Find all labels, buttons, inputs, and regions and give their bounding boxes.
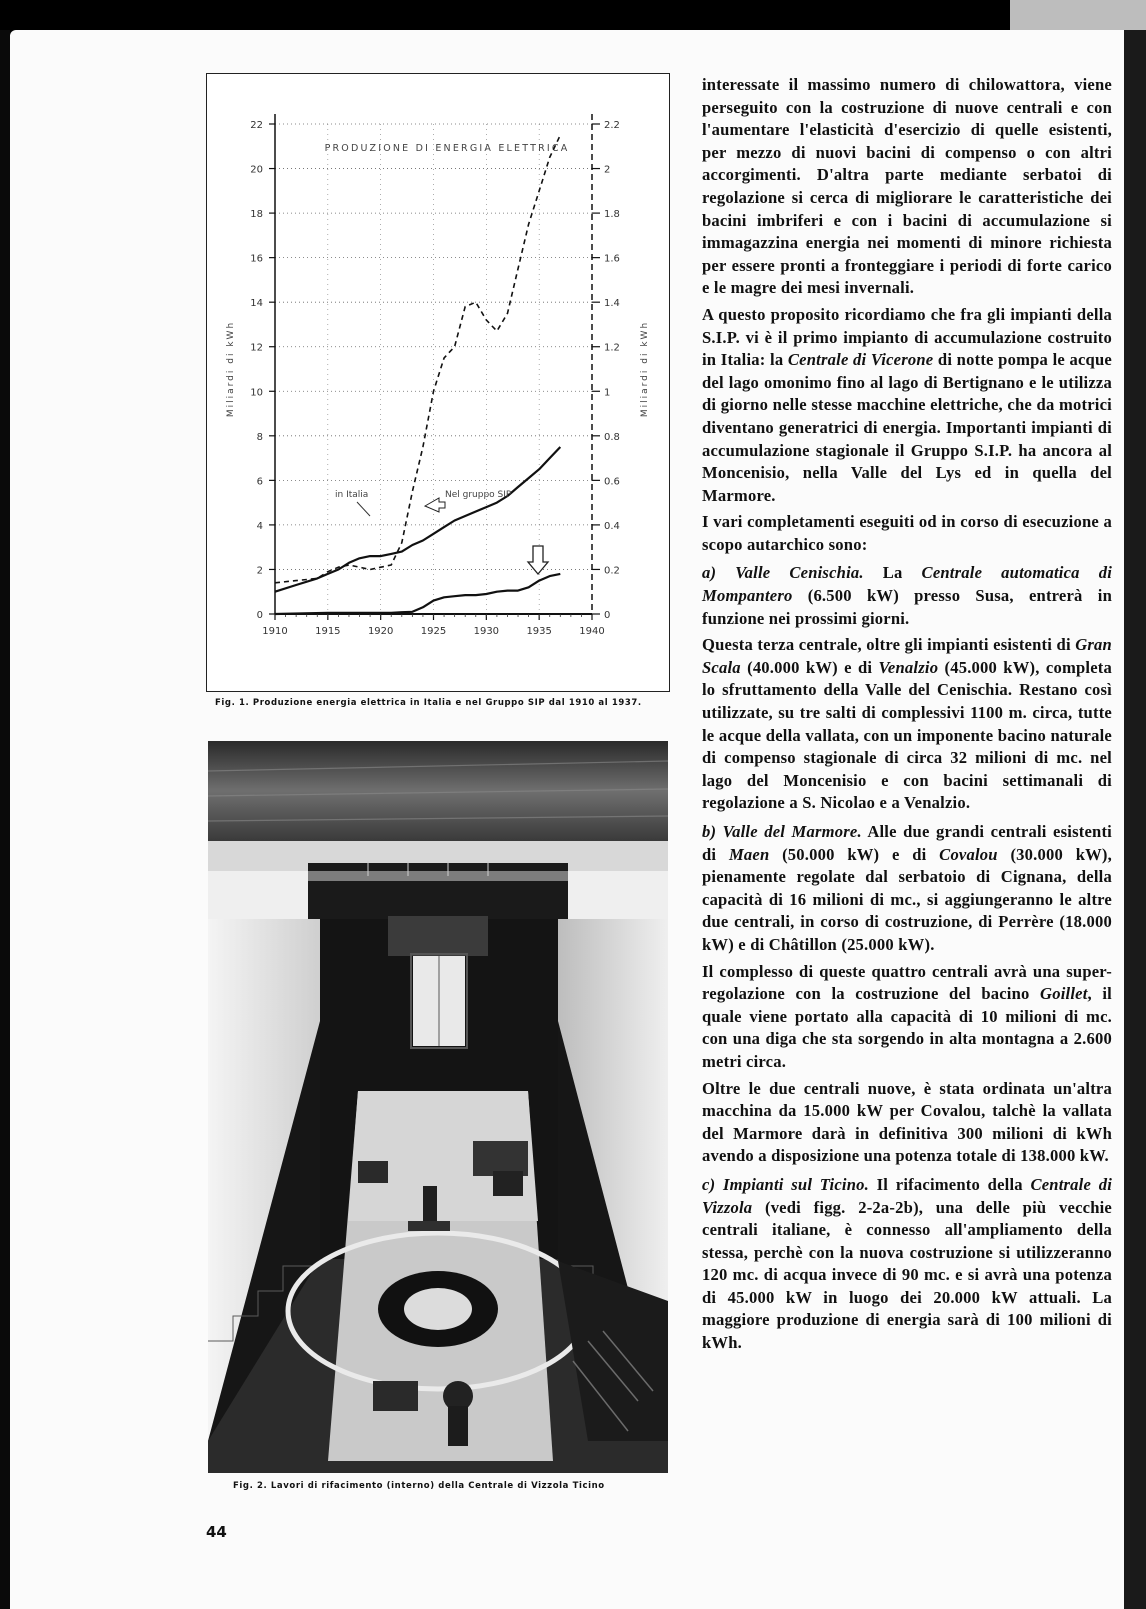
y-right-tick-label: 0 bbox=[604, 610, 611, 621]
chart-title: PRODUZIONE DI ENERGIA ELETTRICA bbox=[324, 143, 570, 154]
scan-border-left bbox=[0, 30, 10, 1609]
y-left-tick-label: 20 bbox=[250, 164, 263, 176]
section-c-heading: c) Impianti sul Ticino. bbox=[702, 1174, 869, 1194]
y-right-tick-label: 1.6 bbox=[604, 253, 620, 265]
paragraph-4-italic-1: Gran Scala bbox=[702, 635, 1112, 677]
series-line-gruppo-sip bbox=[275, 135, 560, 583]
section-c-text-2: (vedi figg. 2-2a-2b), una delle più vecchie centrali italiane, è connesso all'ampliamento della stessa, perchè con la nuova costruzione si utilizzeranno 120 mc. di acqua invece di 90 mc. e si avrà una potenza di 45.000 kW in luogo dei 20.000 kW attuali. La maggiore produzione di energia sarà di 100 milioni di kWh. bbox=[702, 1197, 1112, 1353]
section-c-text-1: Il rifacimento della bbox=[868, 1174, 1031, 1194]
section-a-heading: a) Valle Cenischia. bbox=[702, 563, 864, 583]
y-left-tick-label: 16 bbox=[250, 253, 263, 265]
section-a-text-1: La bbox=[863, 563, 922, 583]
y-right-tick-label: 1.8 bbox=[604, 209, 620, 221]
paragraph-5-text-b: , il quale viene portato alla capacità di 10 milioni di mc. con una diga che sta sorgendo in alta montagna a 2.600 metri circa. bbox=[702, 984, 1112, 1071]
section-b-heading: b) Valle del Marmore. bbox=[702, 822, 862, 841]
section-b bbox=[702, 821, 1112, 957]
paragraph-4-text-c: (45.000 kW), completa lo sfruttamento della Valle del Cenischia. Restano così utilizzate, su tre salti di complessivi 1100 m. circa, tutte le acque della vallata, con un imponente bacino naturale di compenso stagionale di circa 32 milioni di mc. nel lago del Moncenisio e con bacini settimanali di regolazione a S. Nicolao e a Venalzio. bbox=[702, 657, 1112, 813]
y-right-axis-title: Miliardi di kWh bbox=[640, 320, 650, 418]
section-b-text-3: (30.000 kW), pienamente regolate dal serbatoio di Cignana, della capacità di 16 milioni di mc., si aggiungeranno le altre due centrali, in corso di costruzione, di Perrère (18.000 kW) e di Châtillon (25.000 kW). bbox=[702, 844, 1112, 954]
section-a-italic: Centrale automatica di Mompantero bbox=[702, 563, 1112, 606]
figure-2-caption: Fig. 2. Lavori di rifacimento (interno) della Centrale di Vizzola Ticino bbox=[233, 1481, 605, 1491]
y-right-tick-label: 2 bbox=[604, 164, 611, 176]
x-tick-label: 1940 bbox=[579, 626, 605, 637]
paragraph-2-italic: Centrale di Vicerone bbox=[787, 350, 934, 370]
paragraph-4 bbox=[702, 634, 1112, 815]
paragraph-3: I vari completamenti eseguiti od in corso di esecuzione a scopo autarchico sono: bbox=[702, 512, 1112, 554]
y-left-tick-label: 22 bbox=[250, 120, 263, 131]
y-right-tick-label: 0.2 bbox=[604, 565, 620, 577]
y-right-tick-label: 1.2 bbox=[604, 342, 620, 354]
x-tick-label: 1920 bbox=[367, 626, 394, 637]
article-text-column bbox=[702, 74, 1112, 1359]
paragraph-4-italic-2: Venalzio bbox=[878, 657, 939, 677]
section-b-italic-2: Covalou bbox=[939, 844, 998, 864]
y-right-tick-label: 1 bbox=[604, 387, 611, 399]
paragraph-6: Oltre le due centrali nuove, è stata ordinata un'altra macchina da 15.000 kW per Covalou, talchè la vallata del Marmore darà in definitiva 300 milioni di kWh avendo a disposizione una potenza totale di 138.000 kW. bbox=[702, 1078, 1112, 1166]
paragraph-5 bbox=[702, 961, 1112, 1074]
x-tick-label: 1915 bbox=[315, 626, 341, 637]
paragraph-1: interessate il massimo numero di chilowattora, viene perseguito con la costruzione di nuove centrali e con l'aumentare l'elasticità d'esercizio di quelle esistenti, per mezzo di nuovi bacini di compenso o con altri accorgimenti. D'altra parte mediante serbatoi di regolazione si cerca di migliorare le caratteristiche dei bacini imbriferi e con i bacini di accumulazione si immagazzina energia nei momenti di minore richiesta per essere pronti a fronteggiare i periodi di forte carico e le magre dei mesi invernali. bbox=[702, 75, 1112, 298]
paragraph-4-text-b: (40.000 kW) e di bbox=[740, 657, 879, 677]
figure-1-caption: Fig. 1. Produzione energia elettrica in Italia e nel Gruppo SIP dal 1910 al 1937. bbox=[215, 698, 642, 708]
y-right-tick-label: 0.8 bbox=[604, 431, 620, 443]
x-tick-label: 1935 bbox=[526, 626, 552, 637]
y-left-tick-label: 18 bbox=[250, 209, 263, 221]
y-left-axis-title: Miliardi di kWh bbox=[226, 320, 236, 418]
scan-border-top-right bbox=[1010, 0, 1146, 30]
y-right-tick-label: 0.6 bbox=[604, 476, 620, 488]
page-number: 44 bbox=[206, 1523, 227, 1541]
section-b-italic-1: Maen bbox=[728, 844, 770, 864]
section-a bbox=[702, 562, 1112, 630]
figure-2-photo bbox=[208, 741, 668, 1473]
paragraph-5-text-a: Il complesso di queste quattro centrali avrà una super-regolazione con la costruzione del bacino bbox=[702, 961, 1112, 1004]
x-tick-label: 1910 bbox=[262, 626, 288, 637]
figure-1-chart bbox=[206, 73, 670, 692]
y-left-tick-label: 10 bbox=[250, 387, 263, 399]
y-left-tick-label: 6 bbox=[256, 476, 263, 488]
paragraph-2 bbox=[702, 304, 1112, 507]
y-left-tick-label: 14 bbox=[250, 298, 263, 310]
paragraph-5-italic: Goillet bbox=[1040, 984, 1088, 1004]
paragraph-2-text-a: A questo proposito ricordiamo che fra gli impianti della S.I.P. vi è il primo impianto di accumulazione costruito in Italia: la bbox=[702, 304, 1112, 370]
series-line-italia-bassa- bbox=[275, 574, 560, 614]
y-left-tick-label: 4 bbox=[256, 520, 263, 532]
annotation-italia-arrow bbox=[357, 502, 370, 516]
x-tick-label: 1925 bbox=[420, 626, 447, 637]
scan-border-right bbox=[1124, 30, 1146, 1609]
y-left-tick-label: 12 bbox=[250, 342, 263, 354]
y-right-tick-label: 2.2 bbox=[604, 120, 620, 131]
section-b-text-2: (50.000 kW) e di bbox=[769, 844, 940, 864]
power-station-interior-image bbox=[208, 741, 668, 1473]
section-c bbox=[702, 1174, 1112, 1355]
chart-canvas bbox=[207, 74, 669, 691]
section-b-text-1: Alle due grandi centrali esistenti di bbox=[702, 822, 1112, 864]
annotation-sip-arrow bbox=[425, 498, 445, 512]
annotation-italia: in Italia bbox=[335, 490, 369, 500]
y-left-tick-label: 8 bbox=[256, 431, 263, 443]
x-tick-label: 1930 bbox=[473, 626, 500, 637]
y-left-tick-label: 0 bbox=[256, 610, 263, 621]
y-left-tick-label: 2 bbox=[256, 565, 263, 577]
paragraph-4-text-a: Questa terza centrale, oltre gli impianti esistenti di bbox=[702, 635, 1076, 655]
annotation-sip: Nel gruppo SIP bbox=[445, 490, 512, 500]
section-c-italic: Centrale di Vizzola bbox=[702, 1174, 1113, 1217]
section-a-text-2: (6.500 kW) presso Susa, entrerà in funzione nei prossimi giorni. bbox=[702, 586, 1112, 628]
y-right-tick-label: 1.4 bbox=[604, 298, 620, 310]
y-right-tick-label: 0.4 bbox=[604, 520, 620, 532]
paragraph-2-text-b: di notte pompa le acque del lago omonimo fino al lago di Bertignano e le utilizza di giorno nelle stesse macchine elettriche, che da motrici diventano generatrici di energia. Importanti impianti di accumulazione stagionale il Gruppo S.I.P. ha ancora al Moncenisio, nella Valle del Lys ed in quella del Marmore. bbox=[702, 350, 1112, 505]
